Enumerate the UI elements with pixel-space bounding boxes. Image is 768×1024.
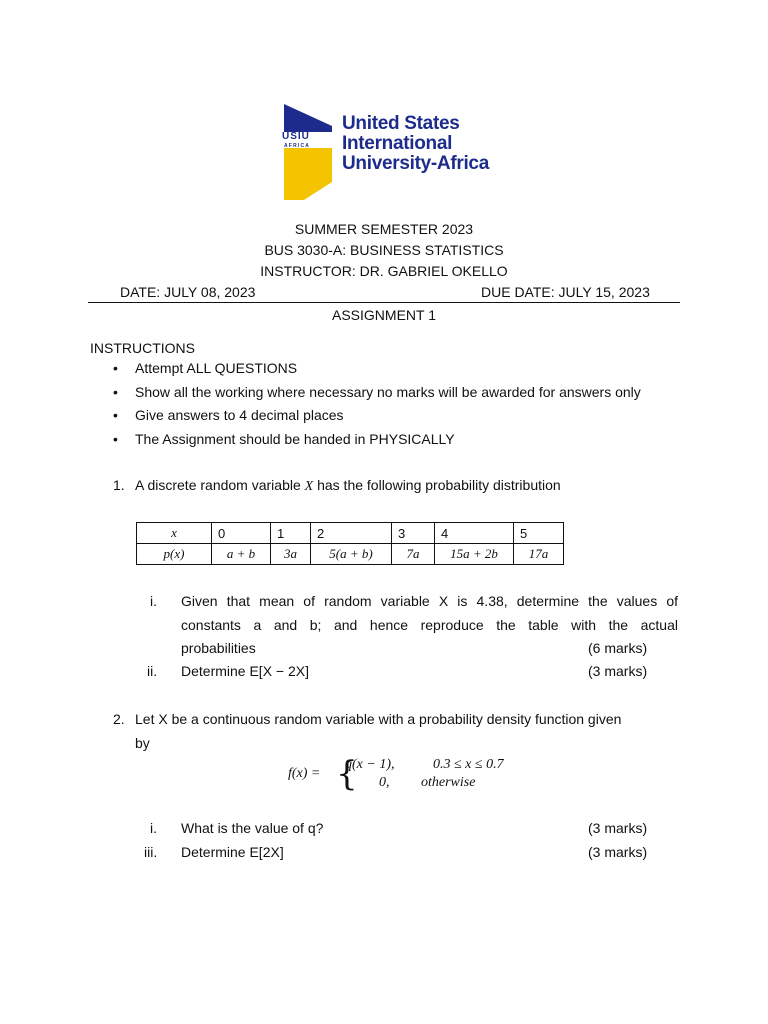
logo-wordmark [342,114,489,174]
issue-date: DATE: JULY 08, 2023 [120,284,256,300]
logo-line-3: University-Africa [342,153,489,174]
part-label: ii. [147,663,158,679]
logo-line-1: United States [342,113,460,134]
question-1 [113,477,561,495]
instruction-emphasis: Assignment should be handed in PHYSICALLY [162,431,455,447]
part-text-line: What is the value of q? [181,820,324,836]
part-text-line: Given that mean of random variable X is 4.38, determine the values of [181,593,678,609]
bullet: • [113,407,118,423]
instruction-text: Attempt [135,360,187,376]
table-cell: 5(a + b) [311,544,392,565]
usiu-emblem-icon [282,104,334,202]
marks-label: (3 marks) [588,844,648,860]
instruction-text: Give answers to 4 decimal places [135,407,344,423]
formula-case1-expr: q(x − 1), [345,757,395,772]
part-text-line: Determine E[2X] [181,844,284,860]
formula-case1-cond: 0.3 ≤ x ≤ 0.7 [433,757,504,772]
formula-case2-cond: otherwise [421,775,476,790]
part-label: iii. [144,844,158,860]
table-cell: 17a [514,544,564,565]
table-cell: x [137,523,212,544]
table-cell: 3a [271,544,311,565]
instruction-item [113,431,455,447]
table-cell: 4 [435,523,514,544]
instruction-text: Show all the working where necessary no marks will be awarded for answers only [135,384,641,400]
question-text: A discrete random variable [135,477,305,493]
header-divider [88,302,680,303]
logo-mark-text: USIU [282,131,310,142]
part-label: i. [150,593,157,609]
formula-lhs: f(x) = [288,766,321,781]
university-logo [282,104,502,204]
instructions-heading: INSTRUCTIONS [90,340,195,356]
instruction-emphasis: ALL QUESTIONS [186,360,298,376]
bullet: • [113,384,118,400]
logo-mark-subtext: AFRICA [284,143,311,149]
bullet: • [113,431,118,447]
assignment-title: ASSIGNMENT 1 [332,307,436,323]
table-cell: 1 [271,523,311,544]
table-cell: a + b [212,544,271,565]
table-row [137,544,564,565]
table-cell: 7a [392,544,435,565]
instructor-name: INSTRUCTOR: DR. GABRIEL OKELLO [260,263,508,279]
part-text-line: constants a and b; and hence reproduce the table with the actual [181,617,678,633]
marks-label: (3 marks) [588,820,648,836]
part-label: i. [150,820,157,836]
formula-case2-expr: 0, [379,775,390,790]
table-cell: 5 [514,523,564,544]
question-text: Let X be a continuous random variable with a probability density function given [135,711,622,727]
question-number: 1. [113,477,125,493]
question-text: has the following probability distribution [313,477,561,493]
probability-table [136,522,564,565]
question-2 [113,711,621,727]
instruction-item [113,407,344,423]
question-number: 2. [113,711,125,727]
instruction-item [113,384,641,400]
logo-line-2: International [342,133,453,154]
question-text-line: by [135,735,150,751]
instruction-item [113,360,297,376]
table-cell: 2 [311,523,392,544]
due-date: DUE DATE: JULY 15, 2023 [481,284,650,300]
marks-label: (3 marks) [588,663,648,679]
part-text-line: Determine E[X − 2X] [181,663,310,679]
instruction-text: The [135,431,163,447]
table-cell: 0 [212,523,271,544]
marks-label: (6 marks) [588,640,648,656]
question-variable: X [304,479,314,494]
table-cell: 3 [392,523,435,544]
table-row [137,523,564,544]
semester-title: SUMMER SEMESTER 2023 [294,221,474,237]
brace-icon: { [336,754,358,794]
table-cell: 15a + 2b [435,544,514,565]
part-text-line: probabilities [181,640,256,656]
table-cell: p(x) [137,544,212,565]
bullet: • [113,360,118,376]
course-title: BUS 3030-A: BUSINESS STATISTICS [264,242,504,258]
